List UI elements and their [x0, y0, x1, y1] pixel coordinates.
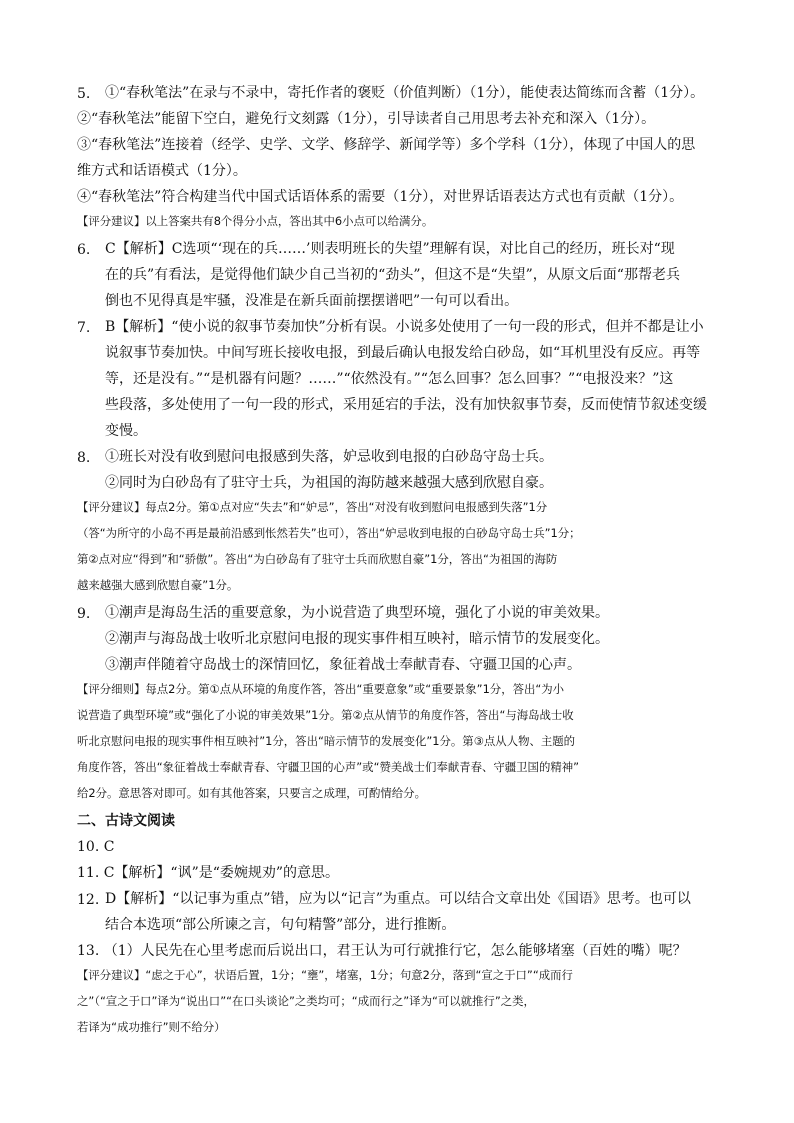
- grading-note: 之”（“宣之于口”译为“说出口”“在口头谈论”之类均可；“成而行之”译为“可以就推行”之类，: [77, 994, 535, 1008]
- item-number: 6.: [77, 242, 91, 258]
- answer-line: 13. （1）人民先在心里考虑而后说出口，君王认为可行就推行它，怎么能够堵塞（百姓的嘴）呢？: [77, 943, 687, 959]
- answer-line: ③潮声伴随着守岛战士的深情回忆，象征着战士奉献青春、守疆卫国的心声。: [105, 657, 581, 673]
- answer-line: 等，还是没有。”“是机器有问题？……”“依然没有。”“怎么回事？怎么回事？”“电报没来？”这: [105, 371, 674, 387]
- answer-line: ④“春秋笔法”符合构建当代中国式话语体系的需要（1分），对世界话语表达方式也有贡献（1分）。: [77, 189, 684, 205]
- answer-line: ③“春秋笔法”连接着（经学、史学、文学、修辞学、新闻学等）多个学科（1分），体现了中国人的思: [77, 137, 696, 153]
- answer-line: ②“春秋笔法”能留下空白，避免行文刻露（1分），引导读者自己用思考去补充和深入（1分）。: [77, 111, 656, 127]
- grading-note: 角度作答，答出“象征着战士奉献青春、守疆卫国的心声”或“赞美战士们奉献青春、守疆卫国的精神”: [77, 760, 580, 774]
- section-heading: 二、古诗文阅读: [77, 813, 175, 829]
- answer-line: 结合本选项“部公所谏之言，句句精警”部分，进行推断。: [105, 917, 456, 933]
- grading-note: 【评分建议】每点2分。第①点对应“失去”和“妒忌”，答出“对没有收到慰问电报感到失落”1分: [77, 500, 548, 514]
- answer-line: 倒也不见得真是牢骚，没准是在新兵面前摆摆谱吧”一句可以看出。: [105, 293, 519, 309]
- answer-line: 11. C【解析】“讽”是“委婉规劝”的意思。: [77, 865, 340, 881]
- answer-line: 10. C: [77, 839, 115, 855]
- item-number: 9.: [77, 606, 91, 622]
- item-number: 5.: [77, 86, 91, 102]
- grading-note: 越来越强大感到欣慰自豪”1分。: [77, 578, 239, 592]
- item-number: 8.: [77, 450, 91, 466]
- grading-note: 【评分建议】以上答案共有8个得分小点，答出其中6小点可以给满分。: [77, 214, 434, 228]
- answer-line: 变慢。: [105, 423, 147, 439]
- answer-line: B【解析】“使小说的叙事节奏加快”分析有误。小说多处使用了一句一段的形式，但并不都是让小: [105, 319, 704, 335]
- grading-note: （答“为所守的小岛不再是最前沿感到怅然若失”也可），答出“妒忌收到电报的白砂岛守岛士兵”1分；: [77, 526, 581, 540]
- answer-line: D【解析】“以记事为重点”错，应为以“记言”为重点。可以结合文章出处《国语》思考。也可以: [105, 891, 691, 907]
- answer-line: ②潮声与海岛战士收听北京慰问电报的现实事件相互映衬，暗示情节的发展变化。: [105, 631, 609, 647]
- answer-line: 在的兵”有看法，是觉得他们缺少自己当初的“劲头”，但这不是“失望”，从原文后面“那帮老兵: [105, 267, 680, 283]
- grading-note: 说营造了典型环境”或“强化了小说的审美效果”1分。第②点从情节的角度作答，答出“与海岛战士收: [77, 708, 574, 722]
- grading-note: 给2分。意思答对即可。如有其他答案，只要言之成理，可酌情给分。: [77, 786, 426, 800]
- grading-note: 【评分建议】“虑之于心”，状语后置，1分；“壅”，堵塞，1分；句意2分，落到“宣之于口”“成而行: [77, 968, 573, 982]
- grading-note: 若译为“成功推行”则不给分）: [77, 1020, 226, 1034]
- grading-note: 听北京慰问电报的现实事件相互映衬”1分，答出“暗示情节的发展变化”1分。第③点从人物、主题的: [77, 734, 576, 748]
- answer-line: 说叙事节奏加快。中间写班长接收电报，到最后确认电报发给白砂岛，如“耳机里没有反应。再等: [105, 345, 701, 361]
- item-number: 7.: [77, 320, 91, 336]
- item-number: 12.: [77, 892, 100, 908]
- answer-line: C【解析】C选项“‘现在的兵……’则表明班长的失望”理解有误，对比自己的经历，班长对“现: [105, 241, 675, 257]
- answer-line: ②同时为白砂岛有了驻守士兵，为祖国的海防越来越强大感到欣慰自豪。: [105, 475, 553, 491]
- grading-note: 第②点对应“得到”和“骄傲”。答出“为白砂岛有了驻守士兵而欣慰自豪”1分，答出“为祖国的海防: [77, 552, 558, 566]
- answer-line: ①班长对没有收到慰问电报感到失落，妒忌收到电报的白砂岛守岛士兵。: [105, 449, 553, 465]
- answer-line: 维方式和话语模式（1分）。: [77, 163, 247, 179]
- grading-note: 【评分细则】每点2分。第①点从环境的角度作答，答出“重要意象”或“重要景象”1分，答出“为小: [77, 682, 565, 696]
- answer-line: 些段落，多处使用了一句一段的形式，采用延宕的手法，没有加快叙事节奏，反而使情节叙述变缓: [105, 397, 707, 413]
- answer-line: ①潮声是海岛生活的重要意象，为小说营造了典型环境，强化了小说的审美效果。: [105, 605, 609, 621]
- answer-line: ①“春秋笔法”在录与不录中，寄托作者的褒贬（价值判断）（1分），能使表达简练而含蓄（1分）。: [105, 85, 705, 101]
